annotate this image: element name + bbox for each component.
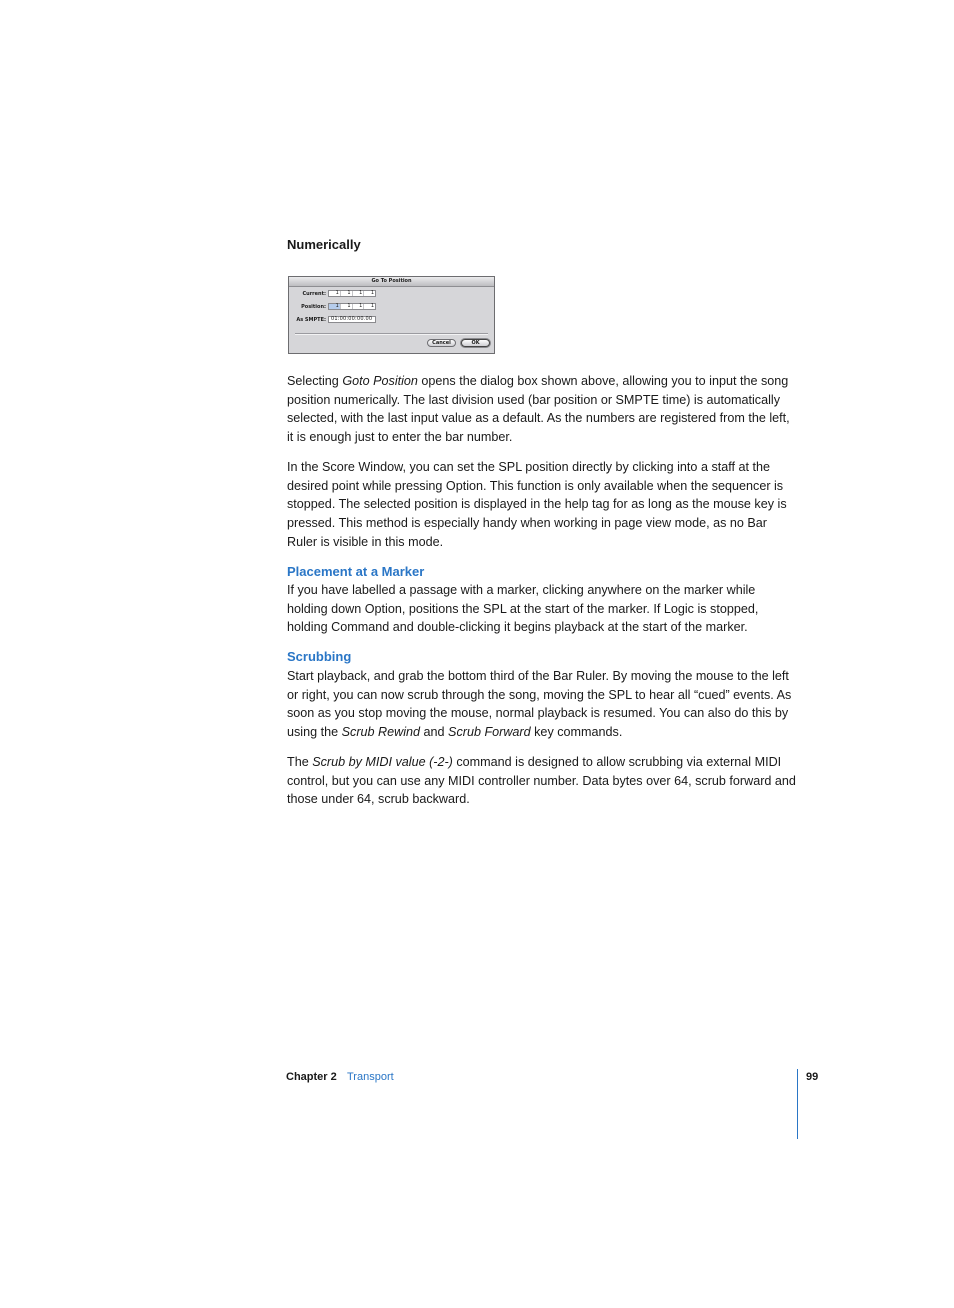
smpte-label: As SMPTE: [296,317,326,323]
term-scrub-forward: Scrub Forward [448,725,531,740]
paragraph-goto-position: Selecting Goto Position opens the dialog box shown above, allowing you to input the song position numerically. The last division used (bar position or SMPTE time) is automatically selected, with the last input value as a default. As the numbers are registered from the left, it is enough just to enter the bar number. [287,374,790,445]
page-number: 99 [806,1071,819,1083]
current-division: 1 [353,291,365,296]
position-label: Position: [301,304,326,310]
current-field [328,290,376,297]
current-label: Current: [302,291,326,297]
dialog-title: Go To Position [289,277,494,287]
current-bar: 1 [329,291,341,296]
position-tick[interactable]: 1 [370,303,374,309]
term-scrub-by-midi: Scrub by MIDI value (-2-) [312,755,453,769]
smpte-field[interactable]: 01:00:00:00.00 [328,316,376,323]
footer-chapter-title: Transport [347,1071,394,1083]
position-field[interactable] [328,303,376,310]
footer-chapter: Chapter 2 [286,1071,337,1083]
paragraph-scrubbing: Start playback, and grab the bottom third of the Bar Ruler. By moving the mouse to the left or right, you can now scrub through the song, moving the SPL to hear all “cued” events. As soon as you stop moving the mouse, normal playback is resumed. You can also do this by using the Scrub Rewind and Scrub Forward key commands. [287,669,792,740]
subheading-numerically: Numerically [287,237,361,252]
position-beat[interactable]: 1 [341,304,353,309]
term-scrub-rewind: Scrub Rewind [341,725,421,740]
term-goto-position: Goto Position [342,374,418,388]
cancel-button[interactable]: Cancel [427,339,456,347]
ok-button[interactable]: OK [461,339,490,347]
current-beat: 1 [341,291,353,296]
paragraph-scrub-midi: The Scrub by MIDI value (-2-) command is designed to allow scrubbing via external MIDI control, but you can use any MIDI controller number. Data bytes over 64, scrub forward and those under 64, scrub backward. [287,755,796,807]
footer-divider [797,1069,798,1139]
position-bar[interactable]: 1 [329,304,341,309]
heading-scrubbing: Scrubbing [287,649,352,664]
heading-placement-at-marker: Placement at a Marker [287,564,425,579]
position-division[interactable]: 1 [353,304,365,309]
current-tick: 1 [370,290,374,296]
goto-position-dialog [288,276,495,354]
paragraph-score-window: In the Score Window, you can set the SPL position directly by clicking into a staff at the desired point while pressing Option. This function is only available when the sequencer is stopped. The selected position is displayed in the help tag for as long as the mouse key is pressed. This method is especially handy when working in page view mode, as no Bar Ruler is visible in this mode. [287,460,787,549]
dialog-separator [295,333,488,335]
paragraph-marker: If you have labelled a passage with a marker, clicking anywhere on the marker while holding down Option, positions the SPL at the start of the marker. If Logic is stopped, holding Command and double-clicking it begins playback at the start of the marker. [287,583,759,635]
